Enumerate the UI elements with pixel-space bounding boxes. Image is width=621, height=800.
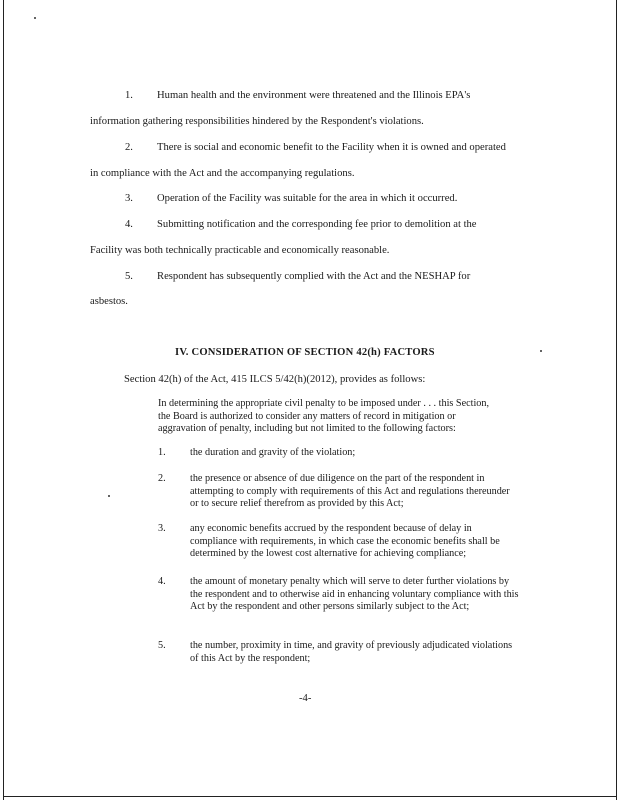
factor-text: the duration and gravity of the violation;	[190, 447, 356, 458]
page-border-bottom	[3, 796, 617, 797]
factor-text: any economic benefits accrued by the respondent because of delay in compliance with requirements, in which case the economic benefits shall be determined by the lowest cost alternative for achieving compliance;	[190, 523, 500, 560]
factor-number: 2.	[158, 473, 166, 484]
page-border-right	[616, 0, 617, 800]
page-border-left	[3, 0, 4, 800]
finding-number: 5.	[125, 271, 133, 282]
finding-text: information gathering responsibilities hindered by the Respondent's violations.	[90, 116, 424, 127]
factor-number: 3.	[158, 523, 166, 534]
finding-text: in compliance with the Act and the accompanying regulations.	[90, 168, 355, 179]
finding-text: There is social and economic benefit to the Facility when it is owned and operated	[157, 142, 506, 153]
page-number: -4-	[299, 693, 312, 704]
finding-number: 4.	[125, 219, 133, 230]
section-heading: IV. CONSIDERATION OF SECTION 42(h) FACTORS	[175, 347, 435, 358]
factor-text: the presence or absence of due diligence on the part of the respondent in attempting to comply with requirements of this Act and regulations thereunder or to secure relief therefrom as provided by this Act;	[190, 473, 510, 510]
section-intro: Section 42(h) of the Act, 415 ILCS 5/42(h)(2012), provides as follows:	[124, 374, 426, 385]
scan-speck	[540, 350, 542, 352]
finding-text: Submitting notification and the corresponding fee prior to demolition at the	[157, 219, 477, 230]
quote-intro: In determining the appropriate civil penalty to be imposed under . . . this Section, the Board is authorized to consider any matters of record in mitigation or aggravation of penalty, including but not limited to the following factors:	[158, 398, 490, 435]
finding-text: Respondent has subsequently complied with the Act and the NESHAP for	[157, 271, 471, 282]
finding-number: 1.	[125, 90, 133, 101]
finding-number: 3.	[125, 193, 133, 204]
scan-speck	[108, 495, 110, 497]
factor-text: the amount of monetary penalty which will serve to deter further violations by the respondent and to otherwise aid in enhancing voluntary compliance with this Act by the respondent and other persons similarly subject to the Act;	[190, 576, 519, 613]
finding-text: Facility was both technically practicable and economically reasonable.	[90, 245, 390, 256]
finding-number: 2.	[125, 142, 133, 153]
factor-number: 5.	[158, 640, 166, 651]
factor-number: 1.	[158, 447, 166, 458]
factor-number: 4.	[158, 576, 166, 587]
finding-text: Human health and the environment were threatened and the Illinois EPA's	[157, 90, 471, 101]
finding-text: Operation of the Facility was suitable for the area in which it occurred.	[157, 193, 458, 204]
finding-text: asbestos.	[90, 296, 128, 307]
factor-text: the number, proximity in time, and gravity of previously adjudicated violations of this Act by the respondent;	[190, 640, 513, 664]
scan-speck	[34, 17, 36, 19]
